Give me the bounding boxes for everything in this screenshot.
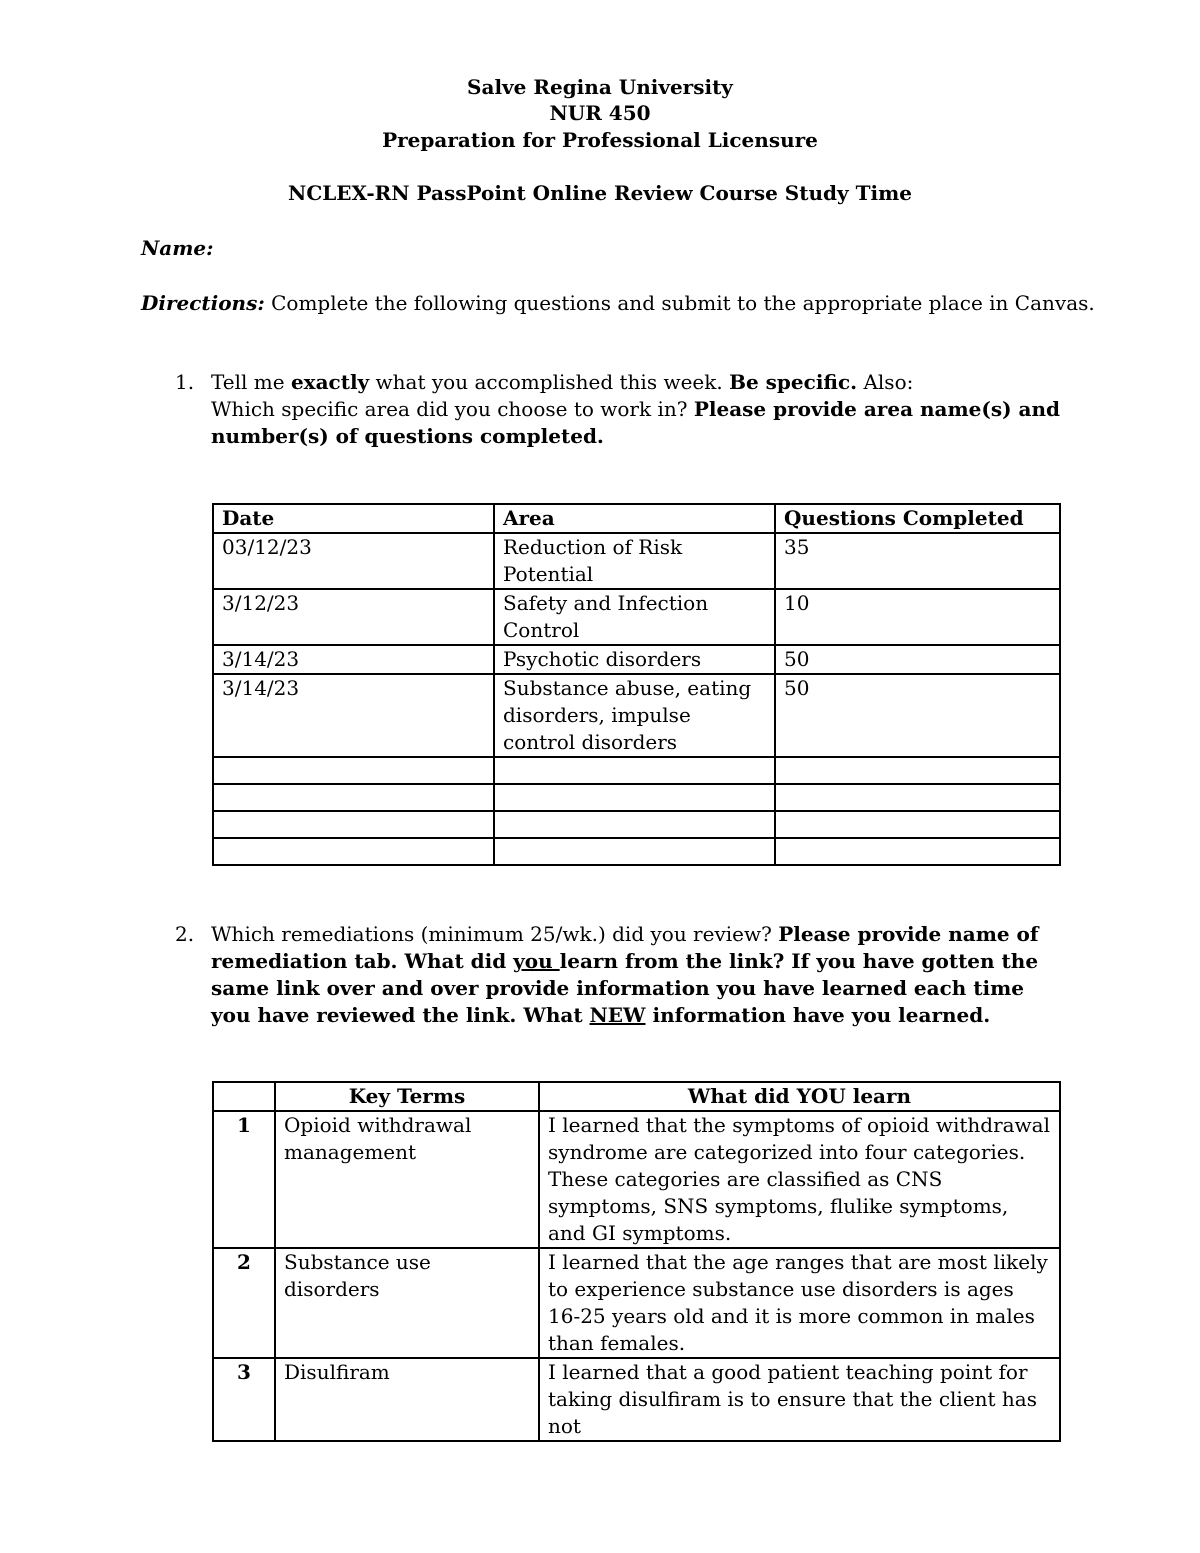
question-2-number: 2.	[175, 922, 195, 946]
empty-row	[213, 757, 1060, 784]
q2-emphasis: Please provide name of remediation tab. What did	[211, 922, 1039, 973]
table-row	[213, 1111, 1060, 1248]
empty-row	[213, 784, 1060, 811]
empty-row	[213, 838, 1060, 865]
empty-cell	[775, 784, 1060, 811]
cell-questions: 50	[775, 645, 1060, 674]
empty-cell	[494, 811, 775, 838]
table-row	[213, 1358, 1060, 1441]
cell-key-term: Disulfiram	[275, 1358, 539, 1441]
table-row	[213, 645, 1060, 674]
empty-cell	[494, 838, 775, 865]
empty-cell	[213, 757, 494, 784]
column-header-what-learned: What did YOU learn	[539, 1082, 1060, 1111]
column-header-date: Date	[213, 504, 494, 533]
directions-text: Complete the following questions and submit to the appropriate place in Canvas.	[264, 291, 1095, 315]
cell-row-number: 1	[213, 1111, 275, 1248]
cell-what-learned: I learned that the symptoms of opioid withdrawal syndrome are categorized into four categories. These categories are classified as CNS symptoms, SNS symptoms, flulike symptoms, and GI symptoms.	[539, 1111, 1060, 1248]
empty-cell	[213, 784, 494, 811]
q2-underlined: NEW	[589, 1003, 646, 1027]
empty-cell	[213, 838, 494, 865]
cell-questions: 35	[775, 533, 1060, 589]
study-log-table	[212, 503, 1061, 866]
column-header-area: Area	[494, 504, 775, 533]
cell-area: Substance abuse, eating disorders, impulse control disorders	[494, 674, 775, 757]
q1-emphasis: Be specific.	[729, 370, 858, 394]
university-name: Salve Regina University	[467, 75, 733, 99]
cell-questions: 50	[775, 674, 1060, 757]
column-header-number	[213, 1082, 275, 1111]
q2-part: Which remediations (minimum 25/wk.) did you review?	[211, 922, 779, 946]
directions	[141, 290, 1095, 316]
name-label: Name:	[141, 236, 214, 260]
cell-row-number: 2	[213, 1248, 275, 1358]
table-row	[213, 533, 1060, 589]
q2-emphasis: learn from the link? If you have gotten the same link over and over provide information you have learned each time you have reviewed the link. What	[211, 949, 1039, 1027]
table-row	[213, 1248, 1060, 1358]
cell-date: 3/12/23	[213, 589, 494, 645]
q1-part: what you accomplished this week.	[369, 370, 730, 394]
cell-what-learned: I learned that the age ranges that are most likely to experience substance use disorders is ages 16-25 years old and it is more common in males than females.	[539, 1248, 1060, 1358]
empty-cell	[494, 757, 775, 784]
empty-cell	[494, 784, 775, 811]
question-2	[175, 921, 1065, 1029]
cell-questions: 10	[775, 589, 1060, 645]
empty-cell	[775, 838, 1060, 865]
question-2-text	[211, 921, 1065, 1029]
column-header-questions: Questions Completed	[775, 504, 1060, 533]
empty-cell	[775, 811, 1060, 838]
empty-row	[213, 811, 1060, 838]
q2-emphasis: information have you learned.	[645, 1003, 991, 1027]
directions-label: Directions:	[141, 291, 265, 315]
q1-part: Also:	[857, 370, 914, 394]
cell-area: Safety and Infection Control	[494, 589, 775, 645]
cell-key-term: Opioid withdrawal management	[275, 1111, 539, 1248]
assignment-title: NCLEX-RN PassPoint Online Review Course Study Time	[288, 181, 912, 205]
question-1	[175, 369, 1065, 450]
question-1-text	[211, 369, 1065, 450]
cell-date: 03/12/23	[213, 533, 494, 589]
course-title: Preparation for Professional Licensure	[382, 128, 818, 152]
q1-part: Tell me	[211, 370, 291, 394]
cell-row-number: 3	[213, 1358, 275, 1441]
q2-underlined: you	[513, 949, 560, 973]
cell-area: Reduction of Risk Potential	[494, 533, 775, 589]
empty-cell	[775, 757, 1060, 784]
question-1-number: 1.	[175, 370, 195, 394]
column-header-key-terms: Key Terms	[275, 1082, 539, 1111]
table-header-row	[213, 1082, 1060, 1111]
cell-key-term: Substance use disorders	[275, 1248, 539, 1358]
table-row	[213, 674, 1060, 757]
remediation-table	[212, 1081, 1061, 1442]
cell-date: 3/14/23	[213, 645, 494, 674]
q1-emphasis: exactly	[290, 370, 370, 394]
cell-what-learned: I learned that a good patient teaching point for taking disulfiram is to ensure that the client has not	[539, 1358, 1060, 1441]
table-row	[213, 589, 1060, 645]
q1-emphasis: Please provide area name(s) and number(s) of questions completed.	[211, 397, 1061, 448]
table-header-row	[213, 504, 1060, 533]
empty-cell	[213, 811, 494, 838]
cell-area: Psychotic disorders	[494, 645, 775, 674]
course-code: NUR 450	[549, 101, 651, 125]
q1-part: Which specific area did you choose to work in?	[211, 397, 694, 421]
cell-date: 3/14/23	[213, 674, 494, 757]
